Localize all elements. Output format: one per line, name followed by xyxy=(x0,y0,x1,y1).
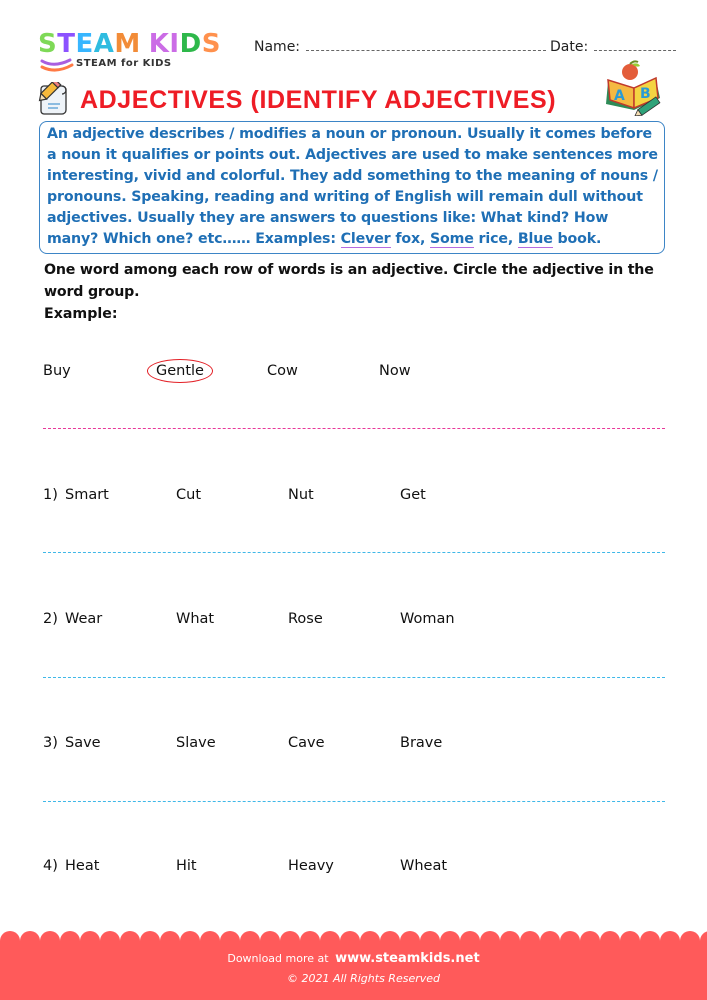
definition-text: An adjective describes / modifies a noun or pronoun. Usually it comes before a noun it qualifies or points out. Adjectives are used to make sentences more interesting, vivid and colorful. They add something to the meaning of nouns / pronouns. Speaking, reading and writing of English will remain dull without adjectives. Usually they are answers to questions like: What kind? How many? Which one? etc…… Examples: xyxy=(47,126,658,247)
question-number: 2) xyxy=(43,611,58,627)
question-row-3 xyxy=(43,735,663,757)
word-option[interactable]: Wear xyxy=(65,611,103,627)
word-option[interactable]: Smart xyxy=(65,487,109,503)
word-option[interactable]: Get xyxy=(400,487,426,503)
pencil-paper-icon xyxy=(38,82,70,116)
example-adjective: Some xyxy=(429,231,474,247)
logo-swoosh-icon xyxy=(40,58,76,74)
word-option[interactable]: Nut xyxy=(288,487,314,503)
question-number: 1) xyxy=(43,487,58,503)
divider-line xyxy=(43,677,665,678)
word-option[interactable]: Save xyxy=(65,735,101,751)
logo-letter: A xyxy=(93,29,115,59)
example-word: Buy xyxy=(43,363,71,379)
example-adjective: Clever xyxy=(340,231,391,247)
svg-text:B: B xyxy=(640,86,651,102)
word-option[interactable]: Cut xyxy=(176,487,201,503)
divider-line xyxy=(43,552,665,553)
question-row-2 xyxy=(43,611,663,633)
question-number: 3) xyxy=(43,735,58,751)
copyright-text: © 2021 All Rights Reserved xyxy=(286,972,440,985)
logo-letter: S xyxy=(201,29,221,59)
footer xyxy=(0,941,707,1000)
question-number: 4) xyxy=(43,858,58,874)
logo-letter: K xyxy=(148,29,170,59)
instructions: One word among each row of words is an adjective. Circle the adjective in the word group. xyxy=(44,262,654,300)
example-noun: book. xyxy=(552,231,602,247)
name-field[interactable] xyxy=(254,39,546,55)
date-input-line[interactable] xyxy=(594,39,676,51)
logo-letter: S xyxy=(38,29,58,59)
example-label: Example: xyxy=(44,306,118,322)
example-word: Cow xyxy=(267,363,298,379)
logo-letter: D xyxy=(179,29,202,59)
date-field[interactable] xyxy=(550,39,676,55)
logo-letter: I xyxy=(169,29,180,59)
steam-kids-logo xyxy=(38,30,238,72)
divider-line xyxy=(43,428,665,429)
divider-line xyxy=(43,801,665,802)
question-row-4 xyxy=(43,858,663,880)
example-row xyxy=(43,363,663,385)
word-option[interactable]: Hit xyxy=(176,858,197,874)
website-link[interactable]: www.steamkids.net xyxy=(335,951,480,966)
logo-letter: M xyxy=(114,29,141,59)
name-label: Name: xyxy=(254,39,301,55)
footer-download xyxy=(0,951,707,966)
example-adjective: Blue xyxy=(517,231,553,247)
example-noun: rice, xyxy=(473,231,518,247)
svg-text:A: A xyxy=(614,88,625,104)
date-label: Date: xyxy=(550,39,589,55)
word-option[interactable]: Wheat xyxy=(400,858,448,874)
name-input-line[interactable] xyxy=(306,39,546,51)
word-option[interactable]: What xyxy=(176,611,215,627)
abc-book-apple-icon xyxy=(600,60,668,116)
word-option[interactable]: Rose xyxy=(288,611,323,627)
page-title: ADJECTIVES (IDENTIFY ADJECTIVES) xyxy=(80,86,557,114)
word-option[interactable]: Slave xyxy=(176,735,216,751)
logo-letter: T xyxy=(57,29,76,59)
logo-letter: E xyxy=(75,29,94,59)
download-text: Download more at xyxy=(227,952,329,965)
adjective-definition-box xyxy=(39,121,665,254)
question-row-1 xyxy=(43,487,663,509)
example-noun: fox, xyxy=(390,231,430,247)
example-word: Now xyxy=(379,363,411,379)
word-option[interactable]: Brave xyxy=(400,735,443,751)
word-option[interactable]: Heat xyxy=(65,858,100,874)
example-word-circled: Gentle xyxy=(147,359,213,383)
word-option[interactable]: Woman xyxy=(400,611,455,627)
word-option[interactable]: Heavy xyxy=(288,858,334,874)
logo-title xyxy=(38,30,221,58)
logo-subtitle: STEAM for KIDS xyxy=(76,58,172,69)
word-option[interactable]: Cave xyxy=(288,735,325,751)
